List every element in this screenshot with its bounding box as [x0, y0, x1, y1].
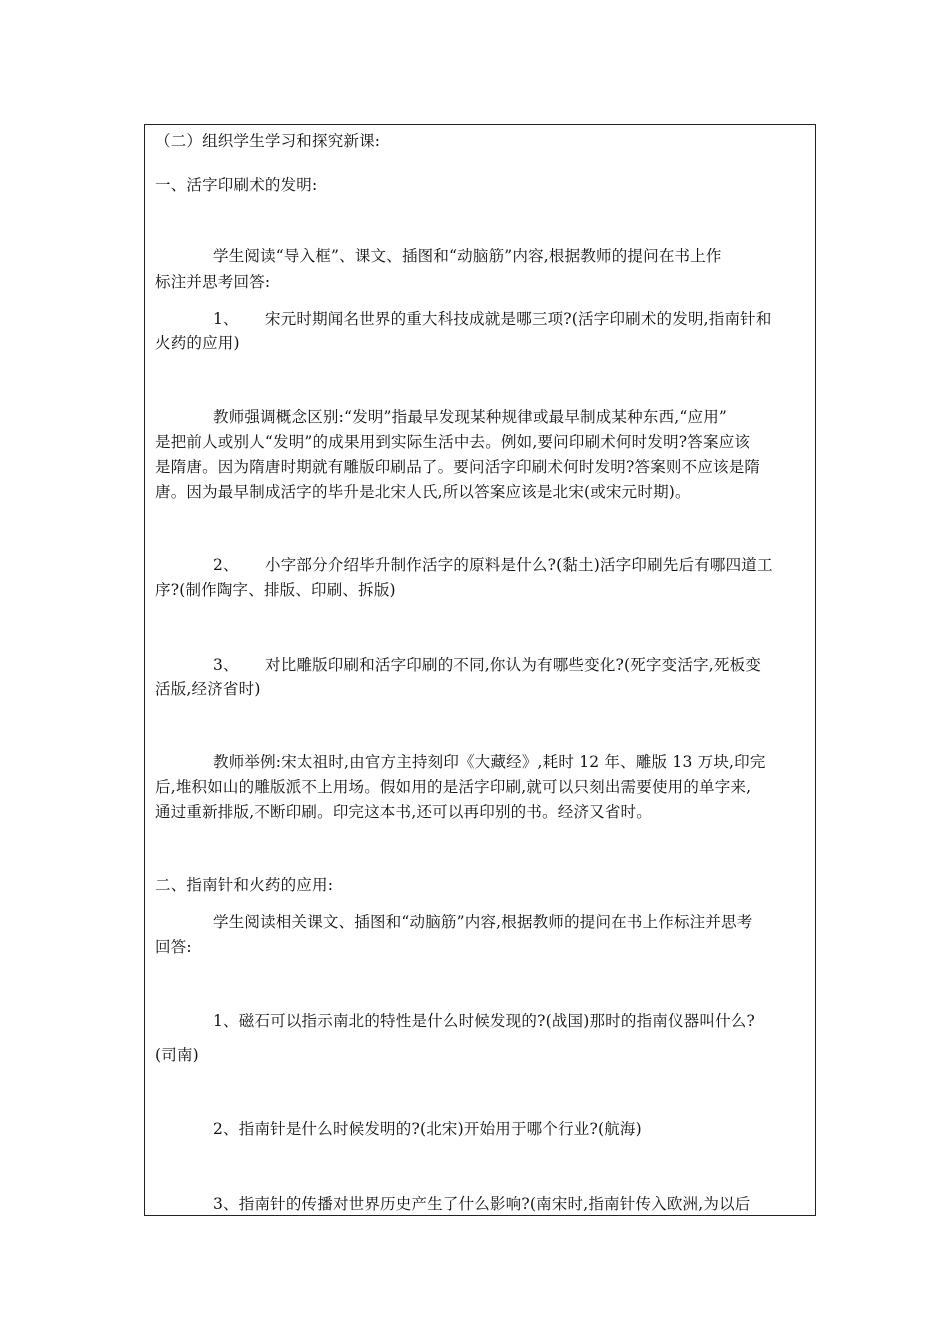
paragraph-line: 学生阅读“导入框”、课文、插图和“动脑筋”内容,根据教师的提问在书上作: [213, 247, 722, 265]
paragraph-line: 唐。因为最早制成活字的毕升是北宋人氏,所以答案应该是北宋(或宋元时期)。: [155, 483, 691, 501]
paragraph-line: 教师强调概念区别:“发明”指最早发现某种规律或最早制成某种东西,“应用”: [213, 408, 728, 426]
paragraph-line: 活版,经济省时): [155, 680, 261, 698]
paragraph-line: 通过重新排版,不断印刷。印完这本书,还可以再印别的书。经济又省时。: [155, 803, 652, 821]
item-text: 对比雕版印刷和活字印刷的不同,你认为有哪些变化?(死字变活字,死板变: [265, 656, 762, 674]
numbered-item-1: [213, 308, 772, 330]
content-table-cell: [144, 124, 816, 1216]
paragraph-line: 后,堆积如山的雕版派不上用场。假如用的是活字印刷,就可以只刻出需要使用的单字来,: [155, 778, 752, 796]
question-line: (司南): [155, 1046, 199, 1064]
question-line: 3、指南针的传播对世界历史产生了什么影响?(南宋时,指南针传入欧洲,为以后: [213, 1195, 751, 1213]
subsection-heading-compass: 二、指南针和火药的应用:: [155, 876, 334, 894]
item-text: 宋元时期闻名世界的重大科技成就是哪三项?(活字印刷术的发明,指南针和: [265, 310, 772, 328]
section-heading: （二）组织学生学习和探究新课:: [155, 132, 381, 150]
paragraph-line: 是把前人或别人“发明”的成果用到实际生活中去。例如,要问印刷术何时发明?答案应该: [155, 433, 751, 451]
paragraph-line: 标注并思考回答:: [155, 273, 271, 291]
numbered-item-2: [213, 554, 773, 576]
numbered-item-3: [213, 654, 761, 676]
paragraph-line: 序?(制作陶字、排版、印刷、拆版): [155, 581, 396, 599]
paragraph-line: 是隋唐。因为隋唐时期就有雕版印刷品了。要问活字印刷术何时发明?答案则不应该是隋: [155, 458, 761, 476]
subsection-heading-printing: 一、活字印刷术的发明:: [155, 176, 318, 194]
item-number: 3、: [213, 656, 239, 674]
question-line: 2、指南针是什么时候发明的?(北宋)开始用于哪个行业?(航海): [213, 1120, 642, 1138]
paragraph-line: 回答:: [155, 938, 192, 956]
item-text: 小字部分介绍毕升制作活字的原料是什么?(黏土)活字印刷先后有哪四道工: [265, 556, 773, 574]
paragraph-line: 学生阅读相关课文、插图和“动脑筋”内容,根据教师的提问在书上作标注并思考: [213, 913, 753, 931]
paragraph-line: 火药的应用): [155, 334, 240, 352]
item-number: 2、: [213, 556, 239, 574]
paragraph-line: 教师举例:宋太祖时,由官方主持刻印《大藏经》,耗时 12 年、雕版 13 万块,印完: [213, 753, 766, 771]
item-number: 1、: [213, 310, 239, 328]
question-line: 1、磁石可以指示南北的特性是什么时候发现的?(战国)那时的指南仪器叫什么?: [213, 1012, 755, 1030]
